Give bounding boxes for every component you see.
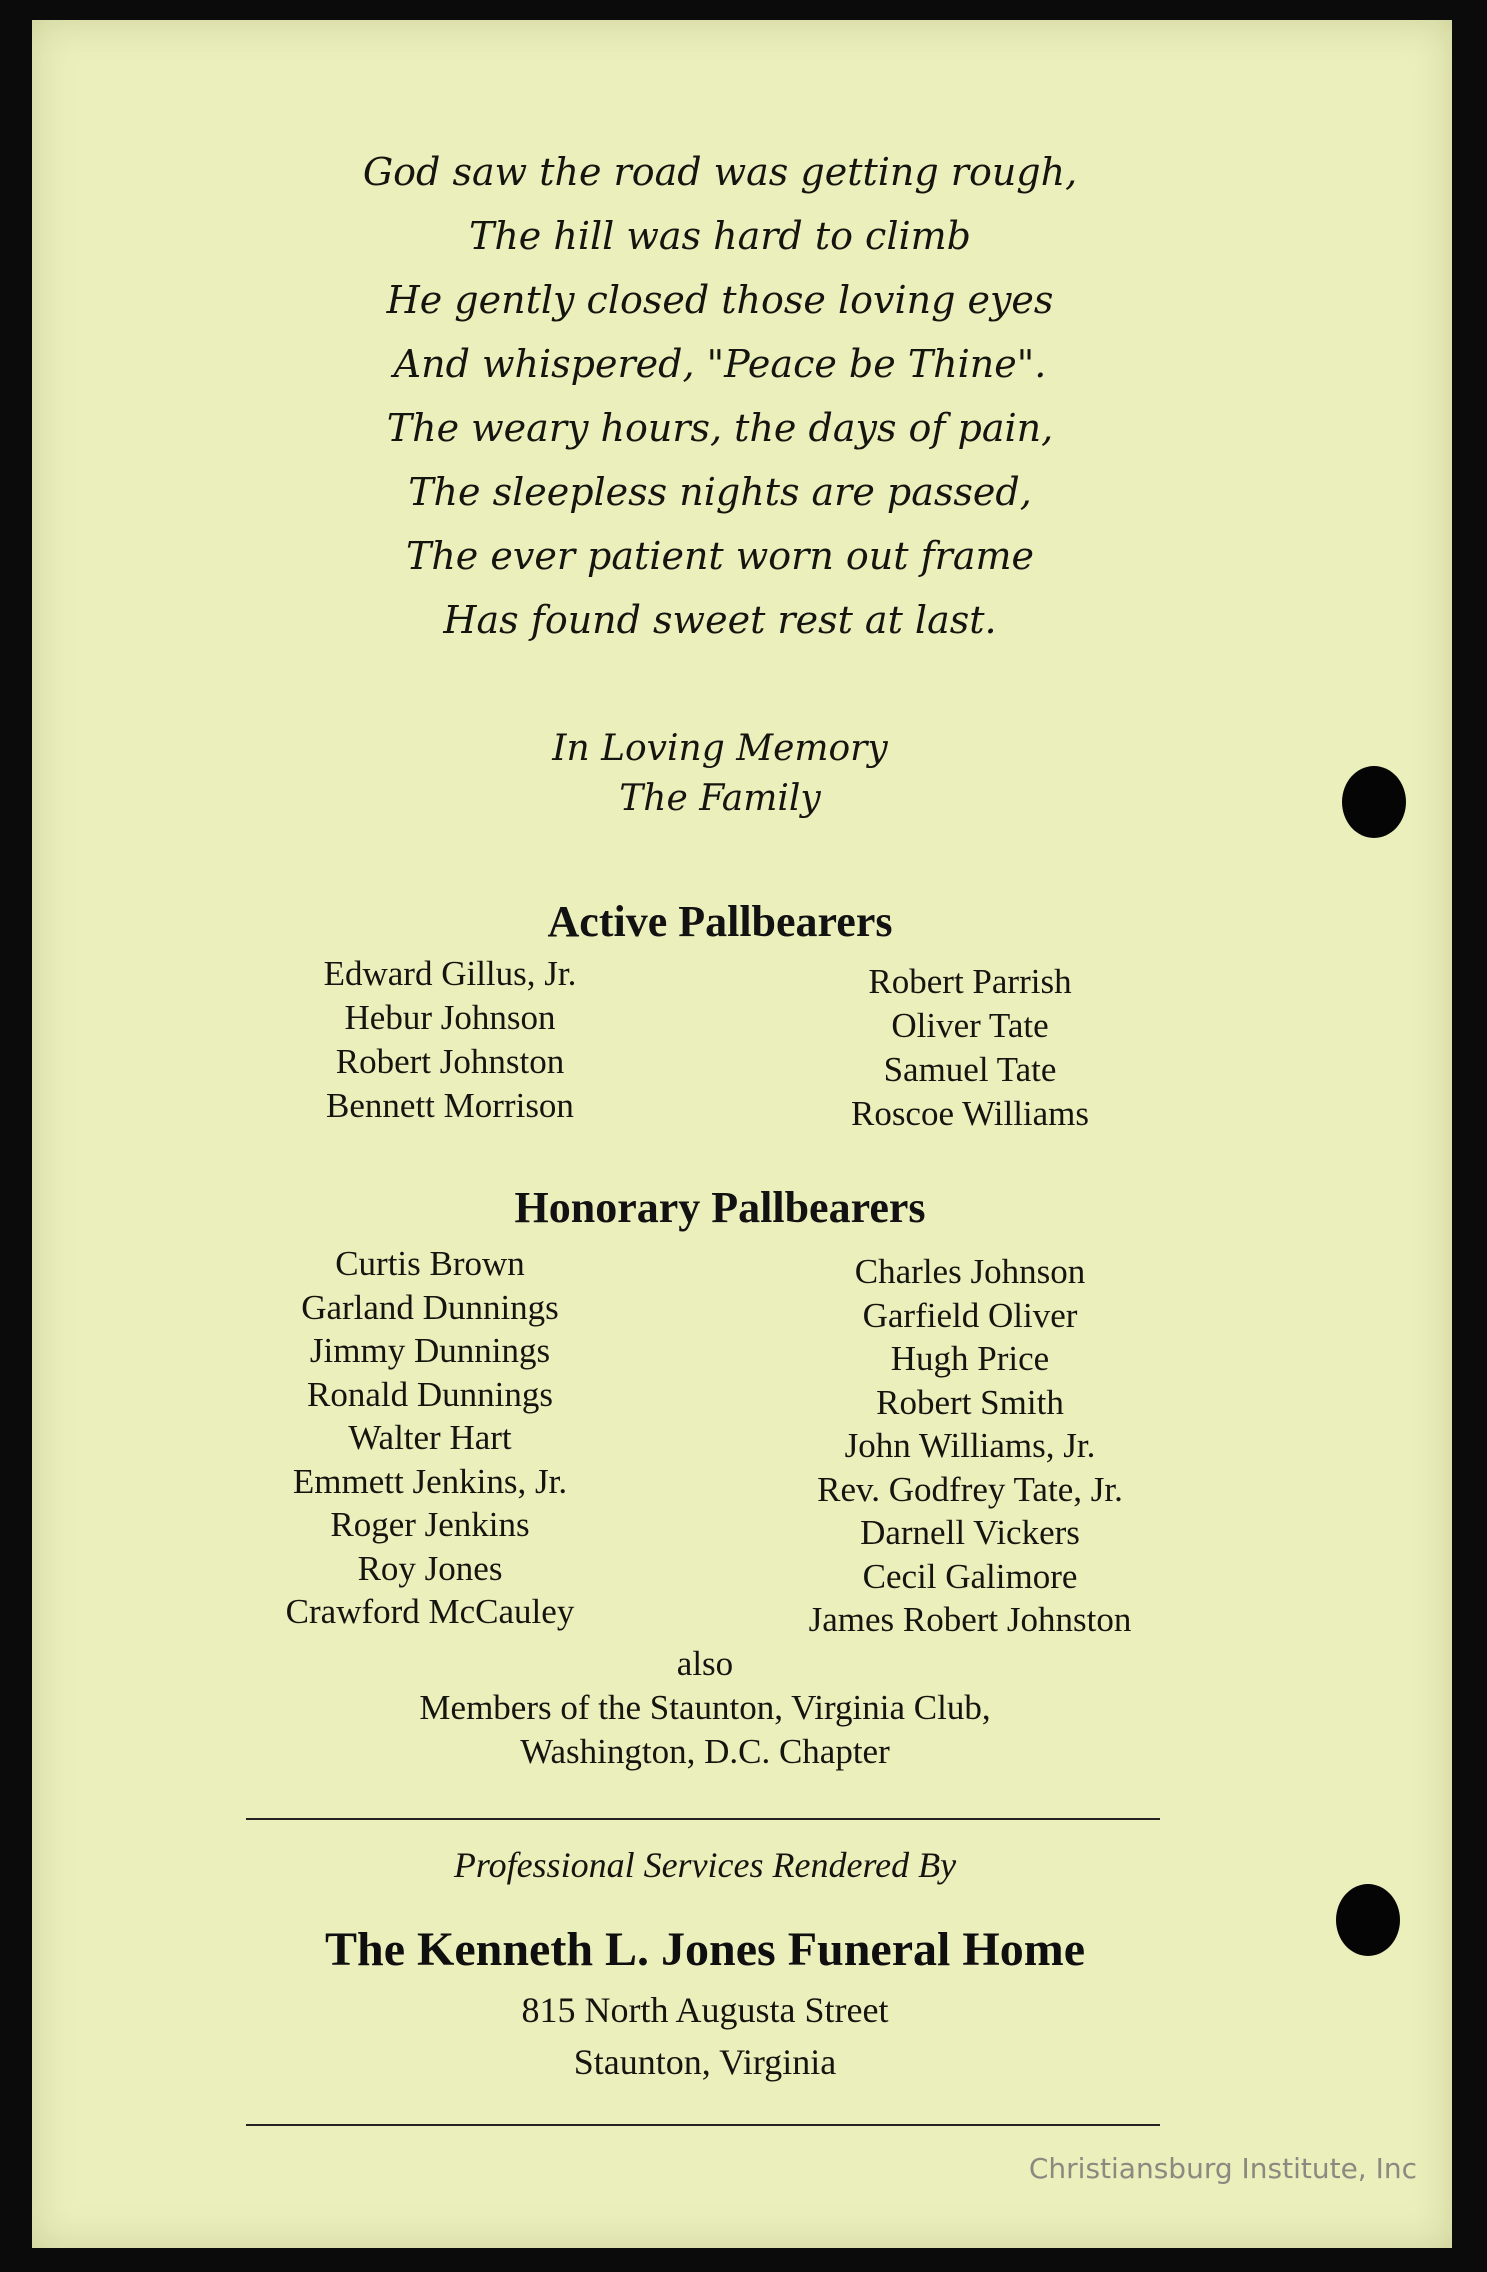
pallbearer-name: Garfield Oliver bbox=[862, 1295, 1078, 1335]
dedication-signature: The Family bbox=[619, 778, 821, 819]
pallbearer-name: Ronald Dunnings bbox=[307, 1374, 553, 1414]
pallbearer-name: James Robert Johnston bbox=[808, 1600, 1132, 1639]
honorary-pallbearers-heading: Honorary Pallbearers bbox=[514, 1183, 926, 1232]
poem-line: The weary hours, the days of pain, bbox=[386, 406, 1054, 450]
pallbearer-name: Rev. Godfrey Tate, Jr. bbox=[817, 1469, 1123, 1509]
honorary-pallbearers-right bbox=[760, 1250, 1180, 1642]
pallbearer-name: John Williams, Jr. bbox=[844, 1426, 1096, 1465]
chapter-line: Washington, D.C. Chapter bbox=[520, 1732, 890, 1771]
poem-line: Has found sweet rest at last. bbox=[443, 598, 997, 642]
pallbearer-name: Oliver Tate bbox=[891, 1006, 1049, 1045]
poem-line: The hill was hard to climb bbox=[468, 214, 972, 258]
pallbearer-name: Bennett Morrison bbox=[326, 1086, 574, 1125]
also-label: also bbox=[676, 1644, 734, 1683]
also-section bbox=[0, 1642, 1410, 1774]
funeral-home-name: The Kenneth L. Jones Funeral Home bbox=[324, 1923, 1085, 1976]
pallbearer-name: Emmett Jenkins, Jr. bbox=[292, 1461, 568, 1501]
pallbearer-name: Robert Smith bbox=[876, 1382, 1064, 1422]
city-state: Staunton, Virginia bbox=[573, 2042, 837, 2082]
pallbearer-name: Edward Gillus, Jr. bbox=[323, 954, 577, 993]
poem-line: And whispered, "Peace be Thine". bbox=[393, 342, 1047, 386]
memorial-poem bbox=[0, 140, 1440, 652]
pallbearer-name: Hebur Johnson bbox=[344, 998, 556, 1037]
pallbearer-name: Samuel Tate bbox=[883, 1050, 1057, 1089]
pallbearer-name: Crawford McCauley bbox=[285, 1592, 575, 1631]
pallbearer-name: Hugh Price bbox=[890, 1339, 1050, 1378]
street-address: 815 North Augusta Street bbox=[521, 1990, 889, 2030]
active-pallbearers-left bbox=[270, 952, 630, 1128]
pallbearer-name: Curtis Brown bbox=[335, 1244, 525, 1283]
watermark: Christiansburg Institute, Inc bbox=[1028, 2152, 1417, 2185]
poem-line: He gently closed those loving eyes bbox=[386, 278, 1054, 322]
pallbearer-name: Charles Johnson bbox=[854, 1252, 1086, 1291]
poem-line: The ever patient worn out frame bbox=[405, 534, 1035, 578]
active-pallbearers-right bbox=[790, 960, 1150, 1136]
pallbearer-name: Cecil Galimore bbox=[862, 1556, 1078, 1596]
services-label: Professional Services Rendered By bbox=[453, 1845, 957, 1885]
divider-top bbox=[246, 1818, 1160, 1820]
pallbearer-name: Walter Hart bbox=[348, 1418, 512, 1457]
memory-dedication bbox=[0, 724, 1440, 824]
pallbearer-name: Roscoe Williams bbox=[850, 1094, 1090, 1133]
honorary-pallbearers-left bbox=[240, 1242, 620, 1634]
divider-bottom bbox=[246, 2124, 1160, 2126]
dedication-line: In Loving Memory bbox=[552, 728, 888, 769]
pallbearer-name: Roy Jones bbox=[357, 1548, 503, 1588]
active-pallbearers-heading: Active Pallbearers bbox=[547, 897, 893, 946]
pallbearer-name: Garland Dunnings bbox=[301, 1287, 559, 1327]
funeral-home-address bbox=[0, 1984, 1410, 2088]
poem-line: God saw the road was getting rough, bbox=[362, 150, 1078, 194]
club-members-line: Members of the Staunton, Virginia Club, bbox=[419, 1688, 991, 1727]
pallbearer-name: Roger Jenkins bbox=[330, 1505, 530, 1544]
pallbearer-name: Jimmy Dunnings bbox=[309, 1331, 551, 1370]
pallbearer-name: Robert Parrish bbox=[868, 962, 1072, 1001]
poem-line: The sleepless nights are passed, bbox=[408, 470, 1032, 514]
pallbearer-name: Robert Johnston bbox=[335, 1042, 565, 1081]
pallbearer-name: Darnell Vickers bbox=[860, 1513, 1080, 1552]
